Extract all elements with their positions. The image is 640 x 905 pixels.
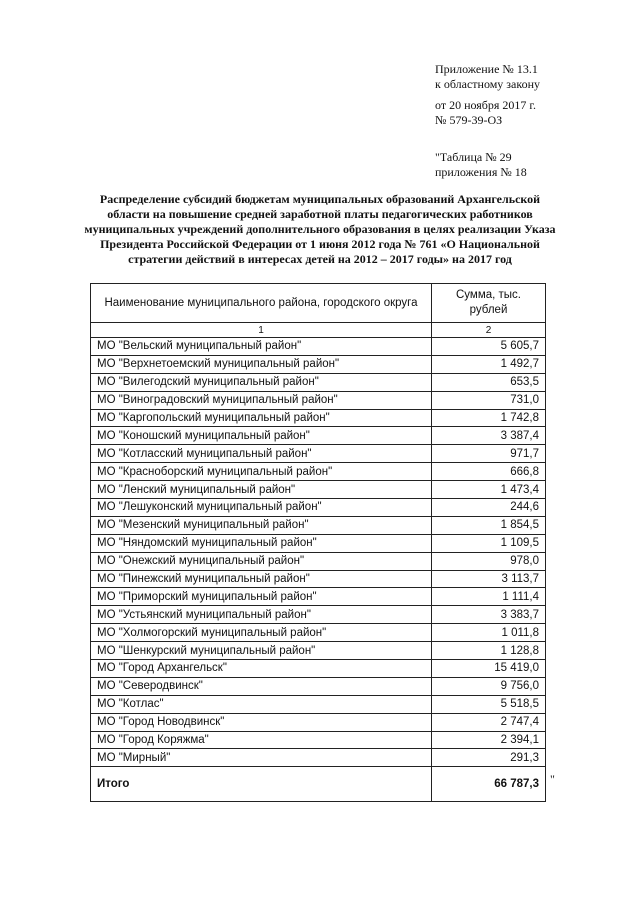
row-name: МО "Котлас": [91, 695, 432, 713]
row-value: 1 011,8: [432, 624, 546, 642]
row-name: МО "Виноградовский муниципальный район": [91, 391, 432, 409]
table-row: [91, 731, 546, 749]
table-row: [91, 499, 546, 517]
table-row: [91, 624, 546, 642]
table-row: [91, 570, 546, 588]
row-value: 2 747,4: [432, 713, 546, 731]
row-value: 1 473,4: [432, 481, 546, 499]
total-label: Итого: [91, 767, 432, 802]
table-row: [91, 606, 546, 624]
row-name: МО "Шенкурский муниципальный район": [91, 642, 432, 660]
col-number-1: 1: [91, 323, 432, 338]
col-header-name: Наименование муниципального района, городского округа: [91, 284, 432, 323]
row-name: МО "Мезенский муниципальный район": [91, 516, 432, 534]
row-name: МО "Верхнетоемский муниципальный район": [91, 355, 432, 373]
table-row: [91, 409, 546, 427]
appendix-law-ref: к областному закону: [435, 77, 541, 91]
row-value: 5 605,7: [432, 338, 546, 356]
table-row: [91, 713, 546, 731]
row-name: МО "Вельский муниципальный район": [91, 338, 432, 356]
row-name: МО "Онежский муниципальный район": [91, 552, 432, 570]
table-number: "Таблица № 29: [435, 150, 512, 164]
table-appendix-ref: приложения № 18: [435, 165, 527, 179]
row-value: 971,7: [432, 445, 546, 463]
row-name: МО "Вилегодский муниципальный район": [91, 373, 432, 391]
table-row: [91, 338, 546, 356]
row-name: МО "Коношский муниципальный район": [91, 427, 432, 445]
row-value: 1 742,8: [432, 409, 546, 427]
table-row: [91, 391, 546, 409]
table-row: [91, 660, 546, 678]
row-value: 244,6: [432, 499, 546, 517]
row-name: МО "Пинежский муниципальный район": [91, 570, 432, 588]
row-name: МО "Няндомский муниципальный район": [91, 534, 432, 552]
row-value: 1 128,8: [432, 642, 546, 660]
table-row: [91, 588, 546, 606]
table-row: [91, 427, 546, 445]
col-number-2: 2: [432, 323, 546, 338]
table-row: [91, 445, 546, 463]
document-title: Распределение субсидий бюджетам муниципальных образований Архангельской области на повышение средней заработной платы педагогических работников муниципальных учреждений дополнительного образования в целях реализации Указа Президента Российской Федерации от 1 июня 2012 года № 761 «О Национальной стратегии действий в интересах детей на 2012 – 2017 годы» на 2017 год: [84, 192, 556, 266]
law-number: № 579-39-ОЗ: [435, 113, 503, 127]
row-value: 1 492,7: [432, 355, 546, 373]
row-value: 1 111,4: [432, 588, 546, 606]
row-value: 291,3: [432, 749, 546, 767]
row-name: МО "Лешуконский муниципальный район": [91, 499, 432, 517]
row-value: 3 387,4: [432, 427, 546, 445]
row-name: МО "Котласский муниципальный район": [91, 445, 432, 463]
appendix-number: Приложение № 13.1: [435, 62, 538, 76]
closing-quote: ": [550, 772, 555, 786]
row-value: 978,0: [432, 552, 546, 570]
subsidy-table: [90, 283, 546, 802]
row-name: МО "Город Коряжма": [91, 731, 432, 749]
table-row: [91, 355, 546, 373]
row-value: 5 518,5: [432, 695, 546, 713]
table-row: [91, 516, 546, 534]
row-value: 3 383,7: [432, 606, 546, 624]
row-value: 2 394,1: [432, 731, 546, 749]
row-name: МО "Приморский муниципальный район": [91, 588, 432, 606]
total-row: [91, 767, 546, 802]
appendix-header: [435, 62, 540, 180]
table-row: [91, 534, 546, 552]
row-value: 731,0: [432, 391, 546, 409]
law-date: от 20 ноября 2017 г.: [435, 98, 536, 112]
row-value: 666,8: [432, 463, 546, 481]
table-row: [91, 552, 546, 570]
row-name: МО "Красноборский муниципальный район": [91, 463, 432, 481]
table-row: [91, 695, 546, 713]
row-value: 653,5: [432, 373, 546, 391]
col-header-sum: Сумма, тыс. рублей: [432, 284, 546, 323]
table-row: [91, 373, 546, 391]
row-value: 1 109,5: [432, 534, 546, 552]
row-value: 1 854,5: [432, 516, 546, 534]
table-row: [91, 749, 546, 767]
row-value: 3 113,7: [432, 570, 546, 588]
row-name: МО "Ленский муниципальный район": [91, 481, 432, 499]
row-value: 15 419,0: [432, 660, 546, 678]
row-name: МО "Город Архангельск": [91, 660, 432, 678]
row-name: МО "Холмогорский муниципальный район": [91, 624, 432, 642]
table-row: [91, 642, 546, 660]
table-row: [91, 463, 546, 481]
total-value: 66 787,3: [432, 767, 546, 802]
row-name: МО "Устьянский муниципальный район": [91, 606, 432, 624]
row-name: МО "Каргопольский муниципальный район": [91, 409, 432, 427]
row-name: МО "Северодвинск": [91, 677, 432, 695]
table-row: [91, 677, 546, 695]
row-name: МО "Мирный": [91, 749, 432, 767]
row-name: МО "Город Новодвинск": [91, 713, 432, 731]
table-row: [91, 481, 546, 499]
row-value: 9 756,0: [432, 677, 546, 695]
